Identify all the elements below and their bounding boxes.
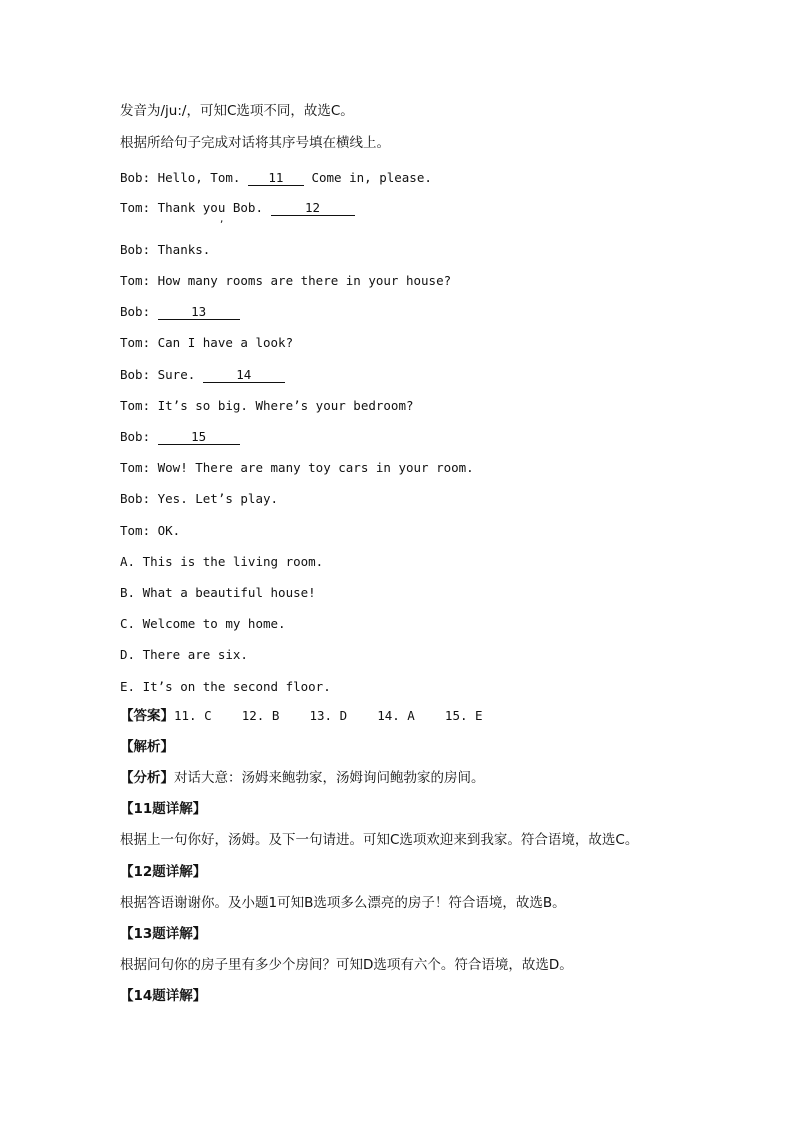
answer-text: 11. C 12. B 13. D 14. A 15. E xyxy=(174,708,483,723)
dialogue-text: Bob: Sure. xyxy=(120,367,203,382)
detail-heading-12: 【12题详解】 xyxy=(120,864,207,880)
dialogue-line-12: Tom: OK. xyxy=(120,523,181,538)
dialogue-text: Bob: xyxy=(120,429,158,444)
detail-text-11: 根据上一句你好，汤姆。及下一句请进。可知C选项欢迎来到我家。符合语境，故选C。 xyxy=(120,832,639,848)
detail-text-12: 根据答语谢谢你。及小题1可知B选项多么漂亮的房子！符合语境，故选B。 xyxy=(120,895,566,911)
detail-heading-14: 【14题详解】 xyxy=(120,988,207,1004)
detail-text-13: 根据问句你的房子里有多少个房间？可知D选项有六个。符合语境，故选D。 xyxy=(120,957,573,973)
dialogue-text: Come in, please. xyxy=(303,170,432,185)
answer-blank-11: 11 xyxy=(248,171,304,186)
dialogue-text: Tom: Thank you Bob. xyxy=(120,200,271,215)
dialogue-line-6: Tom: Can I have a look? xyxy=(120,335,294,350)
summary-text: 对话大意：汤姆来鲍勃家，汤姆询问鲍勃家的房间。 xyxy=(174,770,485,786)
detail-heading-13: 【13题详解】 xyxy=(120,926,207,942)
dialogue-line-4: Tom: How many rooms are there in your house? xyxy=(120,273,452,288)
answer-label: 【答案】 xyxy=(120,708,174,724)
dialogue-text: Bob: Hello, Tom. xyxy=(120,170,248,185)
dialogue-line-9 xyxy=(120,429,240,445)
dialogue-line-10: Tom: Wow! There are many toy cars in your room. xyxy=(120,460,474,475)
detail-heading-11: 【11题详解】 xyxy=(120,801,207,817)
text-line: 发音为/ju:/，可知C选项不同，故选C。 xyxy=(120,103,354,119)
option-c: C. Welcome to my home. xyxy=(120,616,286,631)
answer-blank-15: 15 xyxy=(158,430,240,445)
answer-blank-12: 12 xyxy=(271,201,355,216)
stray-mark: , xyxy=(219,215,225,225)
option-b: B. What a beautiful house! xyxy=(120,585,316,600)
dialogue-line-7 xyxy=(120,367,285,383)
dialogue-line-3: Bob: Thanks. xyxy=(120,242,211,257)
summary-line xyxy=(120,770,485,787)
dialogue-line-2 xyxy=(120,200,355,216)
option-d: D. There are six. xyxy=(120,647,248,662)
option-e: E. It’s on the second floor. xyxy=(120,679,331,694)
answer-line xyxy=(120,708,483,725)
answer-blank-13: 13 xyxy=(158,305,240,320)
dialogue-text: Bob: xyxy=(120,304,158,319)
instruction-line: 根据所给句子完成对话将其序号填在横线上。 xyxy=(120,135,390,151)
option-a: A. This is the living room. xyxy=(120,554,324,569)
dialogue-line-11: Bob: Yes. Let’s play. xyxy=(120,491,279,506)
answer-blank-14: 14 xyxy=(203,368,285,383)
dialogue-line-8: Tom: It’s so big. Where’s your bedroom? xyxy=(120,398,414,413)
summary-label: 【分析】 xyxy=(120,770,174,786)
dialogue-line-5 xyxy=(120,304,240,320)
analysis-heading: 【解析】 xyxy=(120,739,174,755)
dialogue-line-1 xyxy=(120,170,432,186)
